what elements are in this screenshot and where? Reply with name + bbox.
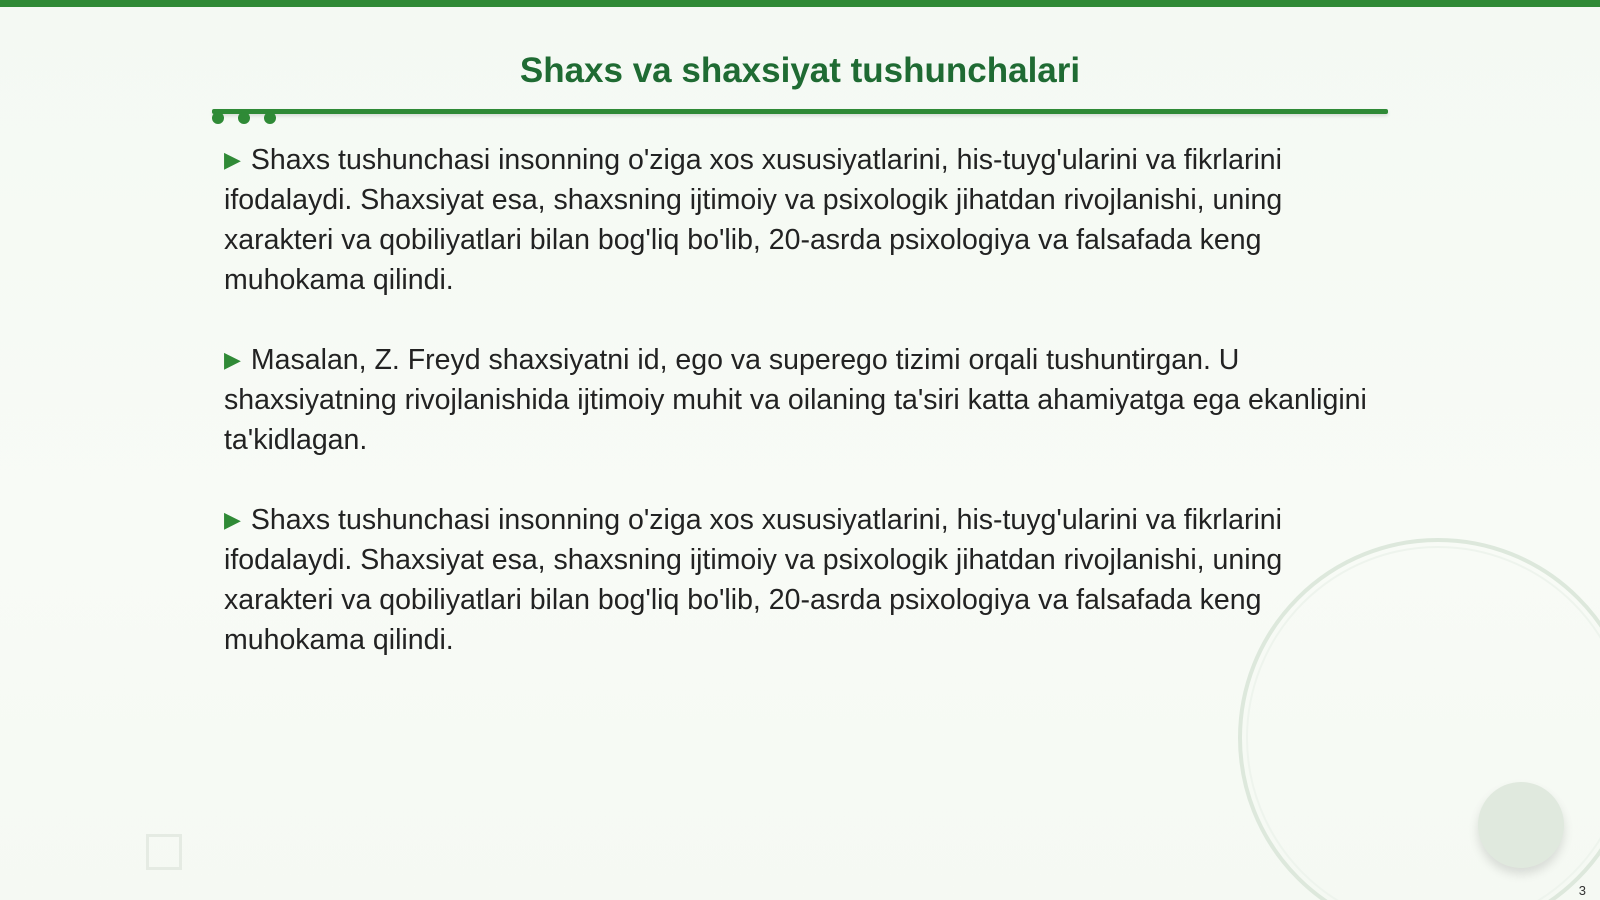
bullet-paragraph-1 — [224, 140, 1376, 300]
play-triangle-icon: ▶ — [224, 147, 241, 172]
bullet-paragraph-3 — [224, 500, 1376, 660]
decorative-square — [146, 834, 182, 870]
decorative-dot — [212, 112, 224, 124]
paragraph-text: Shaxs tushunchasi insonning o'ziga xos xususiyatlarini, his-tuyg'ularini va fikrlarini ifodalaydi. Shaxsiyat esa, shaxsning ijtimoiy va psixologik jihatdan rivojlanishi, uning xarakteri va qobiliyatlari bilan bog'liq bo'lib, 20-asrda psixologiya va falsafada keng muhokama qilindi. — [224, 144, 1283, 296]
paragraph-text: Shaxs tushunchasi insonning o'ziga xos xususiyatlarini, his-tuyg'ularini va fikrlarini ifodalaydi. Shaxsiyat esa, shaxsning ijtimoiy va psixologik jihatdan rivojlanishi, uning xarakteri va qobiliyatlari bilan bog'liq bo'lib, 20-asrda psixologiya va falsafada keng muhokama qilindi. — [224, 504, 1283, 656]
title-underline — [212, 109, 1388, 114]
bullet-paragraph-2 — [224, 340, 1376, 460]
top-accent-bar — [0, 0, 1600, 7]
page-number: 3 — [1578, 883, 1586, 898]
decorative-dot — [264, 112, 276, 124]
play-triangle-icon: ▶ — [224, 347, 241, 372]
play-triangle-icon: ▶ — [224, 507, 241, 532]
paragraph-text: Masalan, Z. Freyd shaxsiyatni id, ego va superego tizimi orqali tushuntirgan. U shaxsiyatning rivojlanishida ijtimoiy muhit va oilaning ta'siri katta ahamiyatga ega ekanligini ta'kidlagan. — [224, 344, 1367, 456]
slide-body — [224, 140, 1376, 700]
decorative-dot — [238, 112, 250, 124]
decorative-circle — [1478, 782, 1564, 868]
slide-title: Shaxs va shaxsiyat tushunchalari — [519, 51, 1081, 90]
